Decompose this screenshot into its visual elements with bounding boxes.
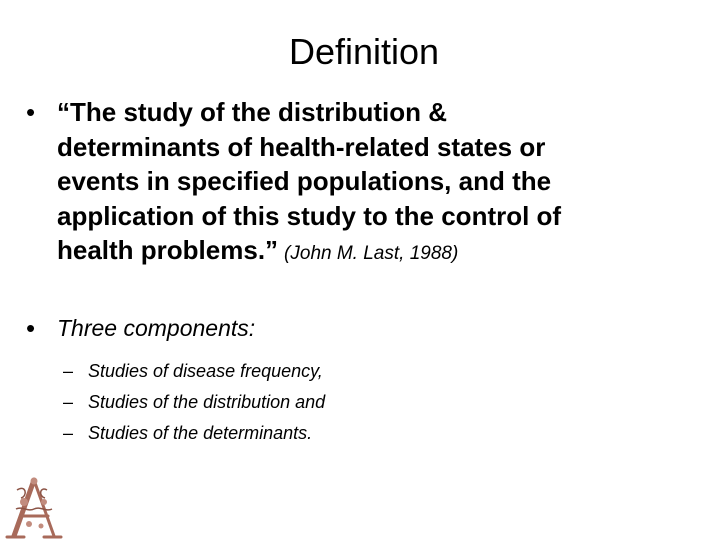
definition-line: events in specified populations, and the: [57, 166, 552, 196]
bullet-icon: •: [26, 313, 36, 343]
dash-bullet-icon: –: [63, 392, 74, 412]
definition-line: application of this study to the control of: [57, 200, 562, 231]
ornamental-letter-a-logo-icon: [4, 476, 64, 542]
bullet-icon: •: [26, 97, 36, 127]
component-text: Studies of disease frequency,: [88, 361, 323, 381]
dash-bullet-icon: –: [63, 423, 74, 443]
component-item: [63, 356, 325, 387]
definition-line: health problems.”: [57, 235, 279, 265]
components-heading: Three components:: [57, 315, 256, 341]
component-text: Studies of the determinants.: [88, 423, 313, 443]
components-list: [63, 356, 325, 449]
definition-quote: [57, 95, 717, 272]
component-item: [63, 387, 325, 418]
citation: (John M. Last, 1988): [284, 243, 459, 264]
component-text: Studies of the distribution and: [88, 392, 326, 412]
slide-title: Definition: [288, 31, 440, 72]
dash-bullet-icon: –: [63, 361, 74, 381]
definition-line-last: [57, 233, 717, 272]
component-item: [63, 418, 325, 449]
definition-line: “The study of the distribution &: [57, 97, 447, 127]
definition-line: determinants of health-related states or: [57, 131, 546, 162]
